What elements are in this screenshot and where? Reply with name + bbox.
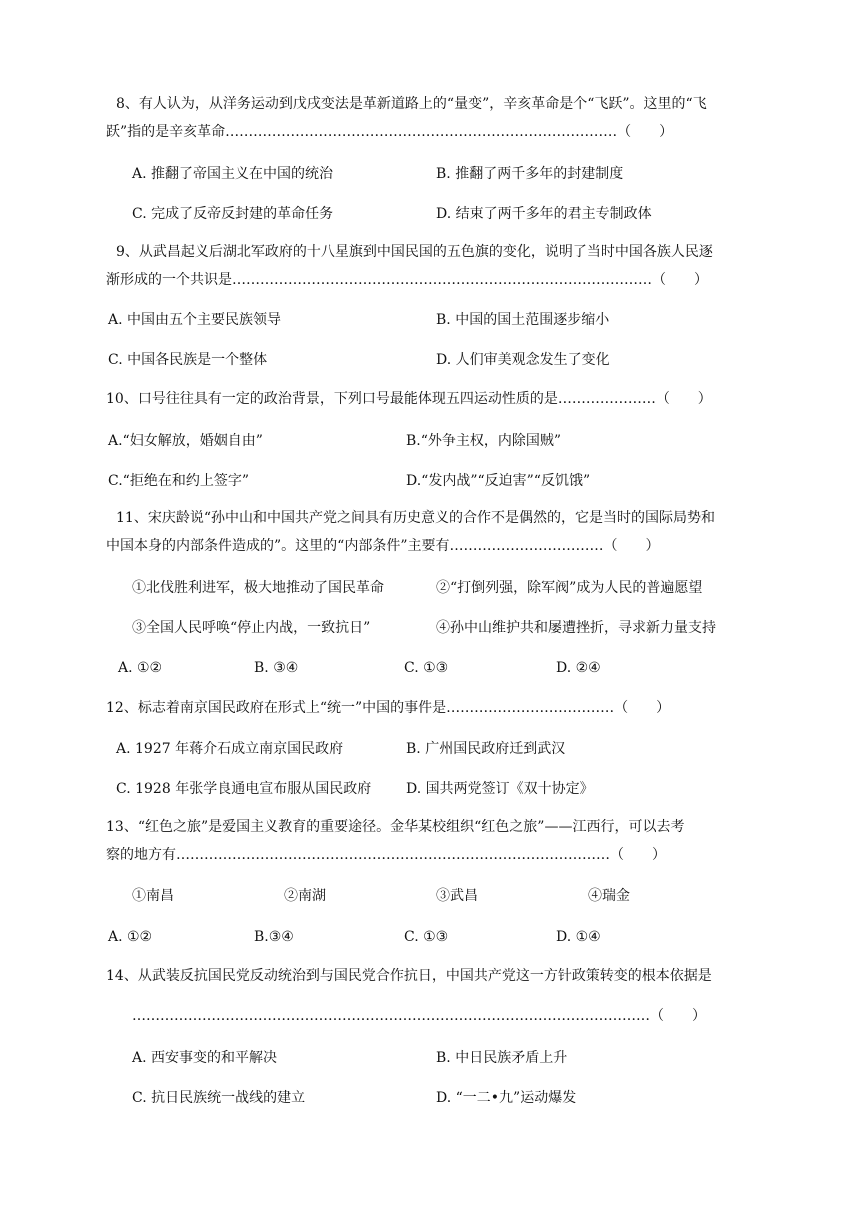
question-11-stem-line-2: 中国本身的内部条件造成的”。这里的“内部条件”主要有……………………………（ ） [106, 538, 660, 554]
question-12-stem-line-1: 12、标志着南京国民政府在形式上“统一”中国的事件是………………………………（ ） [106, 700, 671, 716]
question-13-option-d[interactable]: D. ①④ [556, 929, 601, 945]
question-11-stem-line-1: 11、宋庆龄说“孙中山和中国共产党之间具有历史意义的合作不是偶然的，它是当时的国际局势和 [116, 510, 715, 526]
question-10-option-b[interactable]: B.“外争主权，内除国贼” [406, 433, 562, 449]
question-10-option-d[interactable]: D.“发内战”“反迫害”“反饥饿” [406, 473, 591, 489]
question-14-option-d[interactable]: D. “一二•九”运动爆发 [436, 1090, 577, 1106]
question-14-option-a[interactable]: A. 西安事变的和平解决 [132, 1050, 278, 1066]
question-13-option-c[interactable]: C. ①③ [404, 929, 449, 945]
question-11-option-a[interactable]: A. ①② [118, 660, 163, 676]
question-11-item-1: ①北伐胜利进军，极大地推动了国民革命 [132, 580, 384, 596]
question-12-option-a[interactable]: A. 1927 年蒋介石成立南京国民政府 [116, 741, 344, 757]
question-9-stem-line-2: 渐形成的一个共识是………………………………………………………………………………（ ） [106, 272, 708, 288]
question-12-option-c[interactable]: C. 1928 年张学良通电宣布服从国民政府 [116, 781, 372, 797]
question-11-item-2: ②“打倒列强，除军阀”成为人民的普遍愿望 [436, 580, 703, 596]
question-14-option-b[interactable]: B. 中日民族矛盾上升 [436, 1050, 568, 1066]
question-10-stem-line-1: 10、口号往往具有一定的政治背景，下列口号最能体现五四运动性质的是…………………（ ） [106, 391, 712, 407]
question-13-option-b[interactable]: B.③④ [254, 929, 294, 945]
question-8-option-b[interactable]: B. 推翻了两千多年的封建制度 [436, 166, 624, 182]
question-13-option-a[interactable]: A. ①② [108, 929, 153, 945]
question-8-option-d[interactable]: D. 结束了两千多年的君主专制政体 [436, 206, 652, 222]
question-9-option-b[interactable]: B. 中国的国土范围逐步缩小 [436, 312, 610, 328]
question-8-stem-line-2: 跃”指的是辛亥革命…………………………………………………………………………（ ） [106, 124, 674, 140]
question-13-item-2: ②南湖 [284, 888, 326, 904]
question-10-option-a[interactable]: A.“妇女解放，婚姻自由” [108, 433, 263, 449]
question-9-stem-line-1: 9、从武昌起义后湖北军政府的十八星旗到中国民国的五色旗的变化，说明了当时中国各族人民逐 [116, 244, 713, 260]
question-11-option-c[interactable]: C. ①③ [404, 660, 449, 676]
question-12-option-d[interactable]: D. 国共两党签订《双十协定》 [406, 781, 594, 797]
question-13-stem-line-2: 察的地方有…………………………………………………………………………………（ ） [106, 847, 666, 863]
question-11-item-3: ③全国人民呼唤“停止内战，一致抗日” [132, 620, 371, 636]
question-11-option-b[interactable]: B. ③④ [254, 660, 299, 676]
question-11-option-d[interactable]: D. ②④ [556, 660, 601, 676]
question-8-option-a[interactable]: A. 推翻了帝国主义在中国的统治 [132, 166, 334, 182]
question-13-item-1: ①南昌 [132, 888, 174, 904]
question-8-stem-line-1: 8、有人认为，从洋务运动到戊戌变法是革新道路上的“量变”，辛亥革命是个“飞跃”。这里的“飞 [116, 96, 707, 112]
question-14-stem-line-2: …………………………………………………………………………………………………（ ） [132, 1008, 706, 1024]
question-14-stem-line-1: 14、从武装反抗国民党反动统治到与国民党合作抗日，中国共产党这一方针政策转变的根本依据是 [106, 968, 712, 984]
question-10-option-c[interactable]: C.“拒绝在和约上签字” [108, 473, 249, 489]
question-12-option-b[interactable]: B. 广州国民政府迁到武汉 [406, 741, 566, 757]
question-9-option-a[interactable]: A. 中国由五个主要民族领导 [108, 312, 282, 328]
question-13-item-4: ④瑞金 [588, 888, 630, 904]
question-8-option-c[interactable]: C. 完成了反帝反封建的革命任务 [132, 206, 334, 222]
question-13-stem-line-1: 13、“红色之旅”是爱国主义教育的重要途径。金华某校组织“红色之旅”——江西行，可以去考 [106, 819, 685, 835]
question-9-option-c[interactable]: C. 中国各民族是一个整体 [108, 352, 268, 368]
question-13-item-3: ③武昌 [436, 888, 478, 904]
question-11-item-4: ④孙中山维护共和屡遭挫折，寻求新力量支持 [436, 620, 716, 636]
question-14-option-c[interactable]: C. 抗日民族统一战线的建立 [132, 1090, 306, 1106]
question-9-option-d[interactable]: D. 人们审美观念发生了变化 [436, 352, 610, 368]
